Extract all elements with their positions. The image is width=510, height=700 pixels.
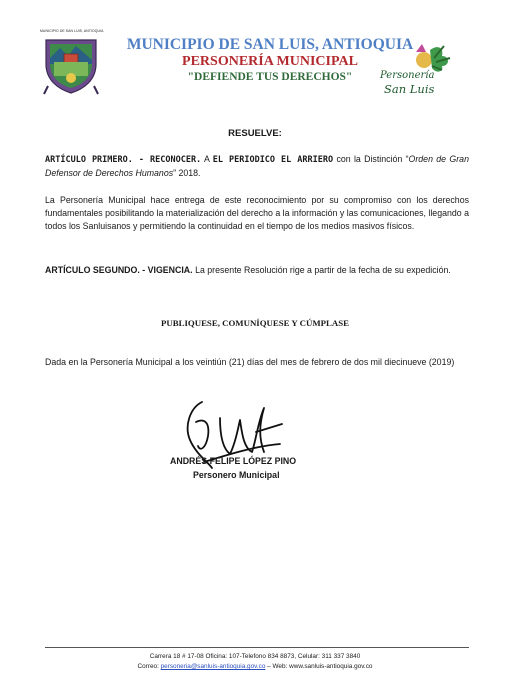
logo-text-line2: San Luis xyxy=(384,82,435,96)
articulo-segundo-label: ARTÍCULO SEGUNDO. - VIGENCIA. xyxy=(45,265,193,275)
articulo-primero-distincion: Orden de Gran Defensor de Derechos Humanos xyxy=(45,154,469,179)
articulo-primero-entity: EL PERIODICO EL ARRIERO xyxy=(212,155,334,165)
crest-caption: MUNICIPIO DE SAN LUIS, ANTIOQUIA xyxy=(40,29,104,33)
footer-contact xyxy=(0,663,510,670)
logo-text-line1: Personería xyxy=(380,70,435,81)
articulo-segundo-text: La presente Resolución rige a partir de la fecha de su expedición. xyxy=(195,265,451,275)
footer-divider xyxy=(45,647,469,648)
footer-email-link[interactable]: personeria@sanluis-antioquia.gov.co xyxy=(160,663,266,670)
municipal-crest-icon xyxy=(40,34,102,96)
articulo-segundo xyxy=(45,264,469,277)
dada-paragraph: Dada en la Personería Municipal a los veintiún (21) días del mes de febrero de dos mil diecinueve (2019) xyxy=(45,357,455,367)
reconocimiento-paragraph: La Personería Municipal hace entrega de este reconocimiento por su compromiso con los derechos fundamentales posibilitando la materialización del derecho a la información y las comunicaciones, llegando a todos los Sanluisanos y permitiendo la continuidad en el tiempo de los medios masivos físicos. xyxy=(45,195,469,232)
articulo-primero xyxy=(45,153,469,180)
articulo-primero-end: ” 2018. xyxy=(173,168,201,179)
header-motto: "DEFIENDE TUS DERECHOS" xyxy=(187,71,353,83)
articulo-primero-label: ARTÍCULO PRIMERO. - RECONOCER. xyxy=(45,155,202,165)
articulo-primero-a: A xyxy=(204,154,210,164)
signer-name: ANDRÉS FELIPE LÓPEZ PINO xyxy=(170,456,297,466)
section-heading-resuelve: RESUELVE: xyxy=(228,128,282,139)
header-subtitle: PERSONERÍA MUNICIPAL xyxy=(182,54,358,69)
footer-web: – Web: www.sanluis-antioquia.gov.co xyxy=(265,663,373,670)
publiquese-heading: PUBLIQUESE, COMUNÍQUESE Y CÚMPLASE xyxy=(160,318,350,328)
header-title: MUNICIPIO DE SAN LUIS, ANTIOQUIA xyxy=(126,36,414,53)
signer-role: Personero Municipal xyxy=(193,470,280,480)
footer-address: Carrera 18 # 17-08 Oficina: 107-Telefono 834 8873, Celular: 311 337 3840 xyxy=(149,653,361,660)
footer-correo-label: Correo: xyxy=(137,663,161,670)
articulo-primero-con: con la Distinción “ xyxy=(336,154,409,164)
